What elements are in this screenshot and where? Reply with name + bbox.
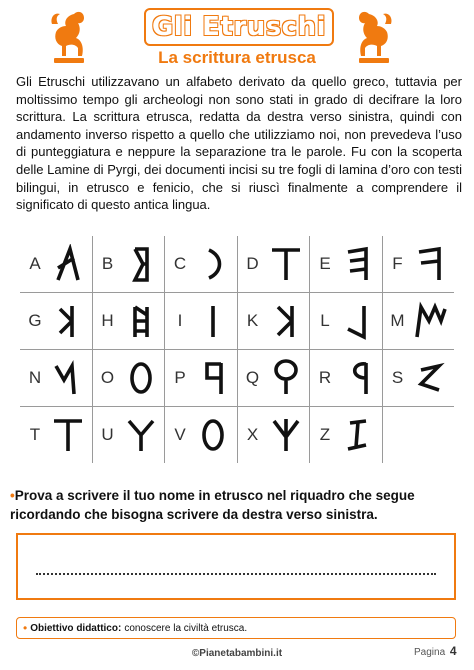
letter-cell (237, 293, 310, 350)
alphabet-table (20, 236, 454, 463)
dotted-write-line[interactable] (36, 573, 436, 575)
etruscan-f-glyph (411, 244, 451, 284)
latin-letter: M (390, 311, 405, 330)
etruscan-c-glyph (193, 244, 233, 284)
letter-pair (383, 236, 455, 292)
letter-cell (237, 350, 310, 407)
table-row (20, 407, 454, 464)
latin-letter: Z (319, 425, 331, 444)
letter-cell (237, 236, 310, 293)
letter-pair (238, 350, 310, 406)
table-row (20, 293, 454, 350)
letter-cell (382, 293, 454, 350)
letter-cell (310, 293, 383, 350)
etruscan-p-glyph (193, 358, 233, 398)
etruscan-o-glyph (121, 358, 161, 398)
letter-pair (165, 350, 237, 406)
letter-cell (165, 350, 238, 407)
letter-cell (20, 407, 92, 464)
letter-pair (165, 236, 237, 292)
latin-letter: U (101, 425, 114, 444)
latin-letter: F (392, 254, 403, 273)
letter-cell (92, 350, 165, 407)
latin-letter: X (246, 425, 259, 444)
latin-letter: G (28, 311, 42, 330)
letter-cell (20, 350, 92, 407)
letter-pair (383, 350, 455, 406)
etruscan-v-glyph (193, 415, 233, 455)
etruscan-r-glyph (338, 358, 378, 398)
letter-pair (238, 293, 310, 349)
etruscan-m-glyph (411, 301, 451, 341)
objective-box (16, 617, 456, 639)
etruscan-l-glyph (338, 301, 378, 341)
objective-text: conoscere la civiltà etrusca. (124, 622, 248, 634)
etruscan-a-glyph (48, 244, 88, 284)
letter-pair (93, 293, 165, 349)
etruscan-t-glyph (48, 415, 88, 455)
name-answer-box[interactable] (16, 533, 456, 600)
letter-pair (383, 293, 455, 349)
bullet: • (23, 621, 28, 635)
objective-label: Obiettivo didattico: (30, 622, 122, 634)
header (0, 0, 474, 75)
letter-pair (238, 236, 310, 292)
letter-pair (310, 293, 382, 349)
latin-letter: Q (245, 368, 260, 387)
task-instruction (10, 486, 460, 524)
latin-letter: L (320, 311, 330, 330)
letter-pair (20, 236, 92, 292)
letter-pair (20, 350, 92, 406)
latin-letter: A (29, 254, 41, 273)
latin-letter: N (28, 368, 42, 387)
letter-cell (382, 350, 454, 407)
letter-cell (165, 407, 238, 464)
footer-site: ©Pianetabambini.it (191, 648, 283, 659)
etruscan-q-glyph (266, 358, 306, 398)
latin-letter: K (246, 311, 259, 330)
letter-cell (382, 236, 454, 293)
task-text: Prova a scrivere il tuo nome in etrusco nel riquadro che segue ricordando che bisogna scrivere da destra verso sinistra. (10, 488, 415, 522)
latin-letter: R (318, 368, 332, 387)
letter-pair (310, 350, 382, 406)
letter-cell (92, 407, 165, 464)
latin-letter: D (246, 254, 259, 273)
latin-letter: H (101, 311, 114, 330)
letter-cell (310, 236, 383, 293)
letter-cell (20, 293, 92, 350)
etruscan-d-glyph (266, 244, 306, 284)
etruscan-z-glyph (338, 415, 378, 455)
latin-letter: I (177, 311, 183, 330)
letter-cell (165, 293, 238, 350)
bullet: • (10, 488, 15, 503)
etruscan-k-glyph (266, 301, 306, 341)
letter-pair (93, 350, 165, 406)
latin-letter: B (101, 254, 114, 273)
letter-pair (310, 407, 382, 463)
latin-letter: C (173, 254, 187, 273)
letter-pair (165, 293, 237, 349)
letter-pair (93, 407, 165, 463)
footer-page (414, 644, 457, 658)
latin-letter: E (319, 254, 331, 273)
letter-pair (20, 407, 92, 463)
letter-cell (165, 236, 238, 293)
letter-pair (93, 236, 165, 292)
etruscan-e-glyph (338, 244, 378, 284)
page-label: Pagina (414, 647, 446, 658)
title-box (144, 8, 334, 46)
letter-cell (20, 236, 92, 293)
latin-letter: T (29, 425, 41, 444)
etruscan-h-glyph (121, 301, 161, 341)
etruscan-i-glyph (193, 301, 233, 341)
letter-pair (20, 293, 92, 349)
letter-pair (238, 407, 310, 463)
letter-cell (237, 407, 310, 464)
etruscan-g-glyph (48, 301, 88, 341)
letter-pair (383, 407, 455, 463)
table-row (20, 350, 454, 407)
etruscan-x-glyph (266, 415, 306, 455)
letter-cell (382, 407, 454, 464)
letter-pair (165, 407, 237, 463)
letter-cell (310, 407, 383, 464)
intro-paragraph: Gli Etruschi utilizzavano un alfabeto derivato da quello greco, tuttavia per moltissimo tempo gli archeologi non sono stati in grado di decifrare la loro scrittura. La scrittura etrusca, redatta da destra verso sinistra, quindi con andamento inverso rispetto a quello che utilizziamo noi, non prevedeva l’uso di punteggiatura e neppure la separazione tra le parole. Fu con la scoperta delle Lamine di Pyrgi, dei documenti incisi su tre fogli di lamina d’oro con testi bilingui, in etrusco e fenicio, che si riuscì finalmente a comprendere il significato di questo antica lingua. (16, 74, 462, 213)
latin-letter: S (391, 368, 404, 387)
table-row (20, 236, 454, 293)
letter-pair (310, 236, 382, 292)
etruscan-s-glyph (411, 358, 451, 398)
page-subtitle: La scrittura etrusca (158, 48, 316, 67)
etruscan-n-glyph (48, 358, 88, 398)
page-title: Gli Etruschi (151, 12, 327, 42)
letter-cell (92, 293, 165, 350)
letter-cell (92, 236, 165, 293)
empty-glyph (411, 415, 451, 455)
page-number: 4 (449, 644, 457, 658)
etruscan-u-glyph (121, 415, 161, 455)
letter-cell (310, 350, 383, 407)
etruscan-b-glyph (121, 244, 161, 284)
latin-letter: V (174, 425, 186, 444)
latin-letter: O (100, 368, 115, 387)
latin-letter: P (174, 368, 186, 387)
